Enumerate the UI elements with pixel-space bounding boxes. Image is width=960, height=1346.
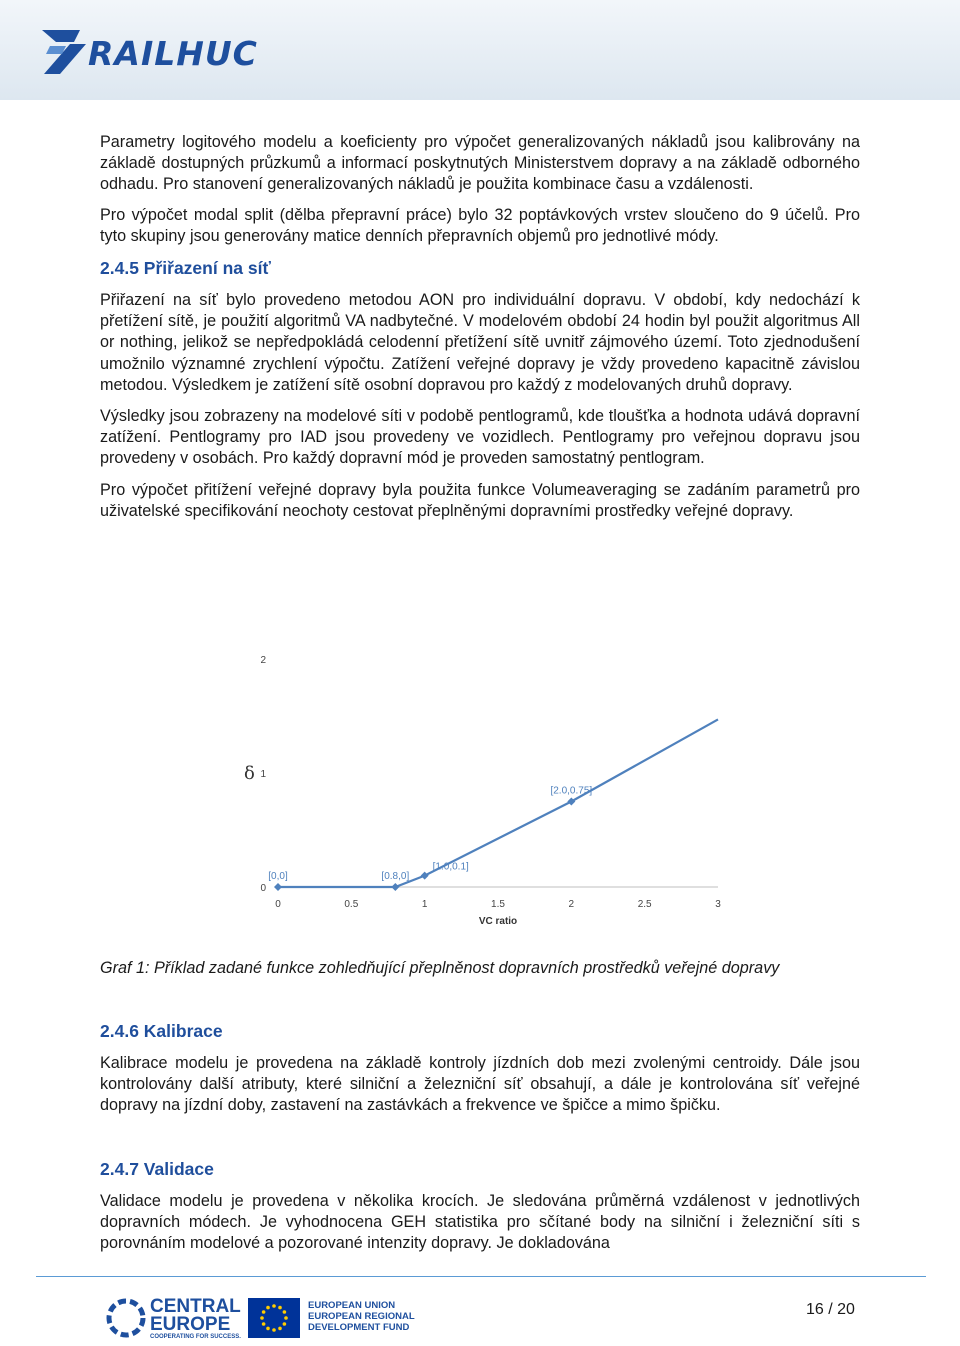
eu-line: EUROPEAN UNION [308,1300,396,1311]
section-validace [100,1158,860,1255]
section-heading: 2.4.6 Kalibrace [100,1021,223,1041]
x-tick-label: 1.5 [491,899,505,910]
eu-star [278,1306,282,1310]
eu-star [278,1327,282,1331]
eu-star [262,1310,266,1314]
eu-star [283,1310,287,1314]
central-line: CENTRAL [150,1296,241,1317]
data-point [421,872,429,880]
chart [240,650,740,930]
eu-fund-text [308,1300,415,1333]
data-label: [2.0,0.75] [550,785,593,797]
paragraph: Validace modelu je provedena v několika krocích. Je sledována průměrná vzdálenost v jednotlivých dopravních módech. Je vyhodnocena GEH statistika pro sčítané body na silniční i železniční síti s porovnáním modelové a pozorované intenzity dopravy. Je dokladována [100,1192,860,1253]
main-content [100,132,860,522]
y-tick-label: 2 [260,655,266,666]
central-europe-text [150,1298,241,1334]
x-tick-label: 0 [275,899,281,910]
central-europe-slogan: COOPERATING FOR SUCCESS. [150,1334,241,1340]
data-label: [1.0,0.1] [432,861,469,873]
eu-line: EUROPEAN REGIONAL [308,1311,415,1322]
y-tick-label: 1 [260,769,266,780]
section-heading: 2.4.5 Přiřazení na síť [100,258,271,279]
figure-caption: Graf 1: Příklad zadané funkce zohledňující přeplněnost dopravních prostředků veřejné dopravy [100,959,780,977]
section-heading: 2.4.7 Validace [100,1159,214,1179]
page-number: 16 / 20 [806,1301,855,1318]
y-tick-label: 0 [260,883,266,894]
eu-star [283,1322,287,1326]
eu-star [260,1316,264,1320]
y-axis-title: δ [244,763,255,784]
europe-line: EUROPE [150,1314,231,1335]
eu-flag-icon [248,1298,300,1338]
brand-name: RAILHUC [88,34,258,73]
data-label: [0.8,0] [381,871,410,882]
eu-star [272,1304,276,1308]
x-tick-label: 3 [715,899,721,910]
paragraph: Kalibrace modelu je provedena na základě kontroly jízdních dob mezi zvolenými centroidy. Dále jsou kontrolovány další atributy, které silniční a železniční síť obsahují, a dále je kontrolována síť veřejné dopravy na jízdní doby, zastavení na zastávkách a frekvence ve špičce a mimo špičku. [100,1054,860,1115]
eu-star [284,1316,288,1320]
paragraph: Pro výpočet přitížení veřejné dopravy byla použita funkce Volumeaveraging se zadáním parametrů pro uživatelské specifikování neochoty cestovat přeplněnými dopravními prostředky veřejné dopravy. [100,480,860,520]
paragraph: Výsledky jsou zobrazeny na modelové síti v podobě pentlogramů, kde tloušťka a hodnota udává dopravní zatížení. Pentlogramy pro IAD jsou provedeny ve vozidlech. Pentlogramy pro veřejnou dopravu jsou provedeny v osobách. Pro každý dopravní mód je proveden samostatný pentlogram. [100,407,860,468]
paragraph: Parametry logitového modelu a koeficienty pro výpočet generalizovaných nákladů jsou kalibrovány na základě dostupných průzkumů a informací poskytnutých Ministerstvem dopravy a na základě odborného odhadu. Pro stanovení generalizovaných nákladů je použita kombinace času a vzdálenosti. [100,133,860,194]
eu-line: DEVELOPMENT FUND [308,1322,410,1333]
eu-star [272,1328,276,1332]
eu-star [266,1327,270,1331]
series-line [278,719,718,887]
x-tick-label: 0.5 [344,899,359,910]
section-kalibrace [100,1020,860,1117]
x-tick-label: 2.5 [637,899,652,910]
x-tick-label: 1 [421,899,428,910]
page-header [0,0,960,100]
x-tick-label: 2 [568,899,575,910]
paragraph: Pro výpočet modal split (dělba přepravní práce) bylo 32 poptávkových vrstev sloučeno do 9 účelů. Pro tyto skupiny jsou generovány matice denních přepravních objemů pro jednotlivé módy. [100,205,860,245]
eu-star [266,1306,270,1310]
data-label: [0,0] [268,871,288,882]
eu-star [262,1322,266,1326]
data-point [274,883,282,891]
footer-divider [36,1276,926,1277]
paragraph: Přiřazení na síť bylo provedeno metodou AON pro individuální dopravu. V období, kdy nedochází k přetížení sítě, je použití algoritmů VA nadbytečné. V modelovém období 24 hodin byl použit algoritmus All or nothing, jelikož se nepředpokládá celodenní přetížení sítě uvnitř zájmového území. Toto zjednodušení umožnilo významné zrychlení výpočtu. Zatížení veřejné dopravy je vždy provedeno kapacitně závislou metodou. Výsledkem je zatížení sítě osobní dopravou pro každý z modelovaných druhů dopravy. [100,291,860,394]
data-point [391,883,399,891]
x-axis-title: VC ratio [478,916,518,927]
